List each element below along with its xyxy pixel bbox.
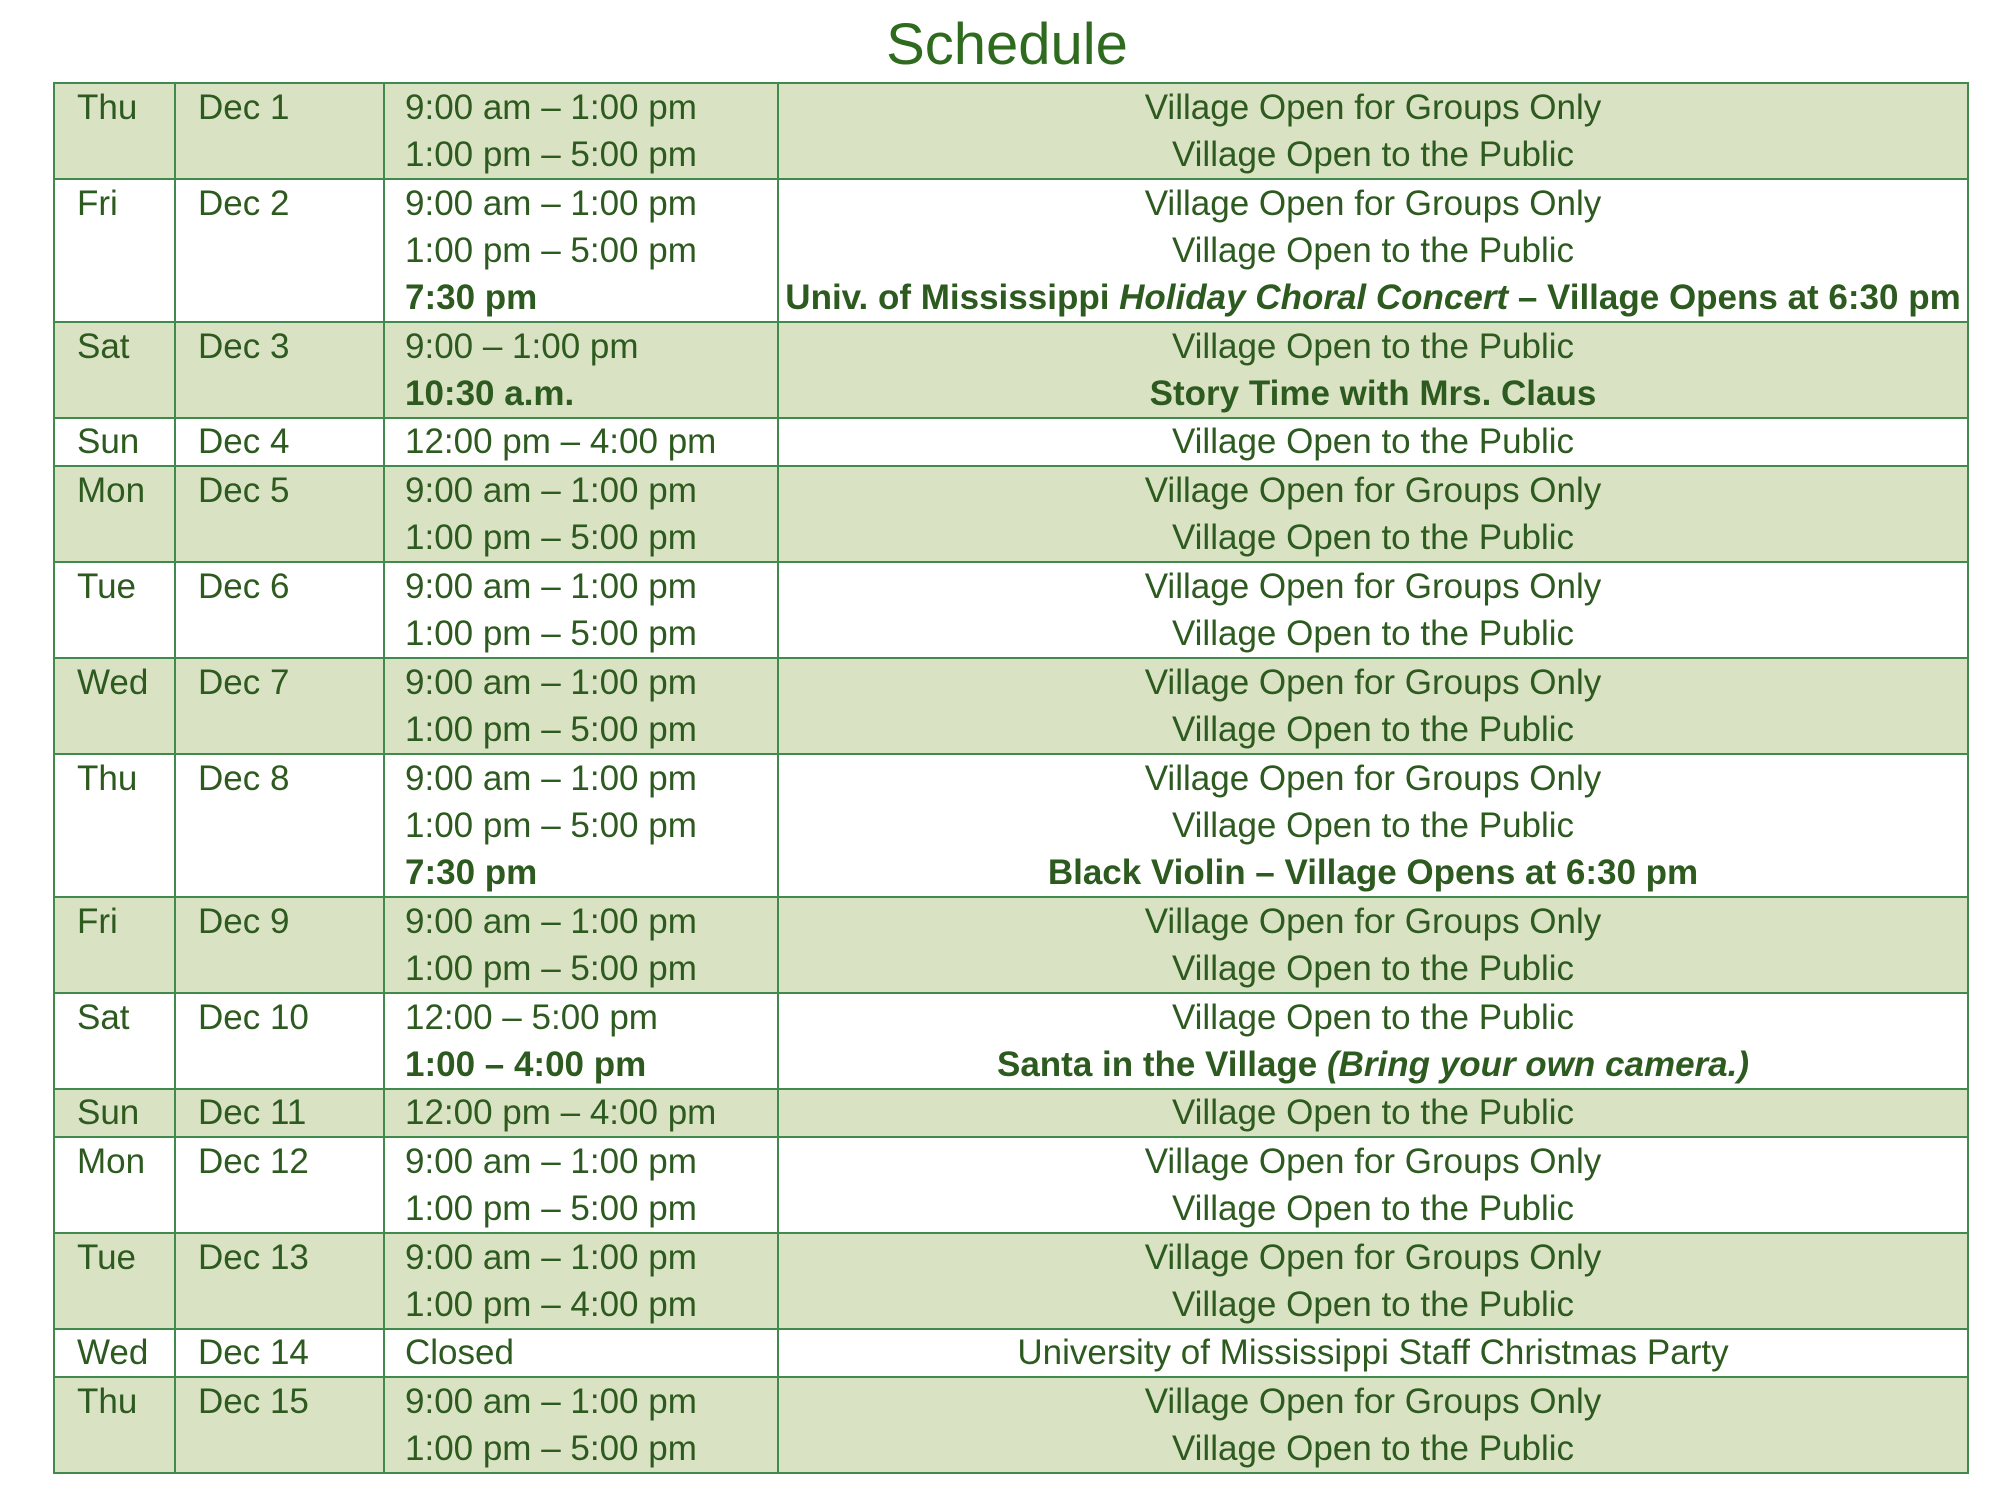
event-text: Village Open to the Public — [1171, 1429, 1575, 1468]
date-label: Dec 15 — [198, 1382, 309, 1421]
event-description — [779, 274, 1967, 321]
date-cell — [175, 658, 384, 754]
event-text: Village Open for Groups Only — [1144, 184, 1602, 223]
event-text: Santa in the Village — [996, 1045, 1327, 1084]
event-cell — [778, 418, 1968, 466]
time-range: 9:00 am – 1:00 pm — [405, 663, 697, 702]
day-label: Fri — [77, 902, 118, 941]
schedule-row — [54, 562, 1968, 658]
event-cell — [778, 83, 1968, 179]
date-cell — [175, 1137, 384, 1233]
time-cell — [384, 1377, 778, 1473]
event-cell — [778, 562, 1968, 658]
day-label: Fri — [77, 184, 118, 223]
event-cell — [778, 1233, 1968, 1329]
day-cell — [54, 1233, 175, 1329]
day-label: Tue — [77, 567, 137, 606]
event-cell — [778, 1329, 1968, 1377]
time-range: 10:30 a.m. — [405, 374, 575, 413]
day-label: Mon — [77, 1142, 146, 1181]
day-label: Wed — [77, 1333, 149, 1372]
schedule-row — [54, 754, 1968, 897]
event-description — [779, 706, 1967, 753]
event-text: Village Open to the Public — [1171, 135, 1575, 174]
time-cell — [384, 1089, 778, 1137]
event-description — [779, 1090, 1967, 1136]
page-title: Schedule — [886, 12, 1128, 77]
day-cell — [54, 179, 175, 322]
event-text: Village Open to the Public — [1171, 422, 1575, 461]
date-label: Dec 3 — [198, 327, 290, 366]
day-cell — [54, 1329, 175, 1377]
schedule-row — [54, 322, 1968, 418]
date-cell — [175, 466, 384, 562]
time-range: 1:00 pm – 5:00 pm — [405, 710, 697, 749]
time-range: 12:00 pm – 4:00 pm — [405, 422, 717, 461]
time-cell — [384, 466, 778, 562]
date-cell — [175, 1233, 384, 1329]
event-cell — [778, 179, 1968, 322]
date-label: Dec 13 — [198, 1238, 309, 1277]
day-cell — [54, 322, 175, 418]
event-text-italic: (Bring your own camera.) — [1326, 1045, 1750, 1084]
date-cell — [175, 1089, 384, 1137]
event-description — [779, 227, 1967, 274]
time-cell — [384, 993, 778, 1089]
event-text: Village Open to the Public — [1171, 949, 1575, 988]
time-range: 1:00 pm – 5:00 pm — [405, 614, 697, 653]
time-range: 12:00 pm – 4:00 pm — [405, 1093, 717, 1132]
day-label: Tue — [77, 1238, 137, 1277]
time-range: 9:00 am – 1:00 pm — [405, 759, 697, 798]
day-label: Sat — [77, 998, 130, 1037]
day-cell — [54, 1089, 175, 1137]
date-cell — [175, 418, 384, 466]
event-description — [779, 898, 1967, 945]
time-cell — [384, 83, 778, 179]
time-range: 1:00 pm – 5:00 pm — [405, 135, 697, 174]
time-range: 9:00 am – 1:00 pm — [405, 88, 697, 127]
event-description — [779, 1281, 1967, 1328]
time-range: 7:30 pm — [405, 278, 538, 317]
time-cell — [384, 322, 778, 418]
day-label: Thu — [77, 1382, 138, 1421]
time-range: 1:00 – 4:00 pm — [405, 1045, 647, 1084]
day-label: Thu — [77, 759, 138, 798]
date-cell — [175, 83, 384, 179]
schedule-row — [54, 1089, 1968, 1137]
day-cell — [54, 897, 175, 993]
event-text: Univ. of Mississippi — [785, 278, 1120, 317]
day-label: Sat — [77, 327, 130, 366]
event-description — [779, 849, 1967, 896]
event-description — [779, 467, 1967, 514]
date-label: Dec 9 — [198, 902, 290, 941]
time-range: 1:00 pm – 5:00 pm — [405, 949, 697, 988]
event-description — [779, 180, 1967, 227]
event-cell — [778, 1137, 1968, 1233]
event-description — [779, 323, 1967, 370]
event-description — [779, 131, 1967, 178]
day-cell — [54, 658, 175, 754]
event-text: Village Open for Groups Only — [1144, 88, 1602, 127]
schedule-row — [54, 83, 1968, 179]
schedule-row — [54, 1377, 1968, 1473]
event-text: – Village Opens at 6:30 pm — [1508, 278, 1961, 317]
event-description — [779, 1185, 1967, 1232]
event-description — [779, 1378, 1967, 1425]
event-description — [779, 1041, 1967, 1088]
date-label: Dec 10 — [198, 998, 309, 1037]
event-description — [779, 1425, 1967, 1472]
time-range: Closed — [405, 1333, 514, 1372]
time-range: 1:00 pm – 5:00 pm — [405, 231, 697, 270]
day-label: Mon — [77, 471, 146, 510]
time-range: 1:00 pm – 5:00 pm — [405, 1429, 697, 1468]
day-cell — [54, 466, 175, 562]
event-text: Village Open to the Public — [1171, 614, 1575, 653]
day-cell — [54, 1377, 175, 1473]
time-cell — [384, 658, 778, 754]
event-cell — [778, 1377, 1968, 1473]
date-label: Dec 14 — [198, 1333, 309, 1372]
event-text: Village Open for Groups Only — [1144, 1238, 1602, 1277]
event-description — [779, 994, 1967, 1041]
event-text: Village Open for Groups Only — [1144, 567, 1602, 606]
date-label: Dec 12 — [198, 1142, 309, 1181]
day-label: Thu — [77, 88, 138, 127]
event-description — [779, 84, 1967, 131]
event-description — [779, 563, 1967, 610]
time-range: 9:00 am – 1:00 pm — [405, 184, 697, 223]
event-description — [779, 419, 1967, 465]
day-label: Sun — [77, 422, 140, 461]
schedule-row — [54, 418, 1968, 466]
schedule-row — [54, 658, 1968, 754]
schedule-row — [54, 1233, 1968, 1329]
schedule-row — [54, 897, 1968, 993]
date-cell — [175, 897, 384, 993]
date-label: Dec 8 — [198, 759, 290, 798]
date-label: Dec 5 — [198, 471, 290, 510]
day-cell — [54, 754, 175, 897]
date-cell — [175, 1377, 384, 1473]
date-cell — [175, 754, 384, 897]
date-label: Dec 4 — [198, 422, 290, 461]
time-range: 1:00 pm – 5:00 pm — [405, 1189, 697, 1228]
schedule-row — [54, 1137, 1968, 1233]
day-label: Sun — [77, 1093, 140, 1132]
day-cell — [54, 1137, 175, 1233]
time-range: 9:00 am – 1:00 pm — [405, 567, 697, 606]
event-text: Village Open to the Public — [1171, 231, 1575, 270]
time-range: 9:00 – 1:00 pm — [405, 327, 639, 366]
event-description — [779, 1330, 1967, 1376]
event-cell — [778, 897, 1968, 993]
event-cell — [778, 993, 1968, 1089]
event-text: Village Open to the Public — [1171, 710, 1575, 749]
date-cell — [175, 179, 384, 322]
day-cell — [54, 993, 175, 1089]
date-label: Dec 2 — [198, 184, 290, 223]
time-cell — [384, 418, 778, 466]
schedule-table — [53, 82, 1969, 1474]
event-text: Black Violin – Village Opens at 6:30 pm — [1047, 853, 1699, 892]
time-range: 1:00 pm – 5:00 pm — [405, 806, 697, 845]
event-cell — [778, 754, 1968, 897]
time-cell — [384, 1137, 778, 1233]
date-label: Dec 11 — [198, 1093, 307, 1132]
event-cell — [778, 322, 1968, 418]
event-text: Village Open to the Public — [1171, 998, 1575, 1037]
time-range: 12:00 – 5:00 pm — [405, 998, 658, 1037]
time-cell — [384, 562, 778, 658]
event-text: Village Open for Groups Only — [1144, 1382, 1602, 1421]
time-range: 1:00 pm – 4:00 pm — [405, 1285, 697, 1324]
event-text: Village Open to the Public — [1171, 806, 1575, 845]
day-label: Wed — [77, 663, 149, 702]
time-cell — [384, 179, 778, 322]
time-cell — [384, 754, 778, 897]
time-cell — [384, 1329, 778, 1377]
time-range: 9:00 am – 1:00 pm — [405, 1142, 697, 1181]
event-text: Village Open for Groups Only — [1144, 1142, 1602, 1181]
event-description — [779, 1234, 1967, 1281]
schedule-row — [54, 179, 1968, 322]
time-cell — [384, 897, 778, 993]
event-text: Village Open for Groups Only — [1144, 759, 1602, 798]
date-label: Dec 1 — [198, 88, 290, 127]
event-cell — [778, 1089, 1968, 1137]
date-label: Dec 7 — [198, 663, 290, 702]
time-cell — [384, 1233, 778, 1329]
event-description — [779, 370, 1967, 417]
date-cell — [175, 562, 384, 658]
event-text: Village Open for Groups Only — [1144, 902, 1602, 941]
schedule-body — [54, 83, 1968, 1473]
event-text: Village Open to the Public — [1171, 518, 1575, 557]
event-text: University of Mississippi Staff Christmas Party — [1017, 1333, 1729, 1372]
event-description — [779, 514, 1967, 561]
date-cell — [175, 1329, 384, 1377]
event-cell — [778, 466, 1968, 562]
schedule-row — [54, 993, 1968, 1089]
event-description — [779, 610, 1967, 657]
time-range: 9:00 am – 1:00 pm — [405, 902, 697, 941]
event-text-italic: Holiday Choral Concert — [1119, 278, 1509, 317]
event-description — [779, 1138, 1967, 1185]
event-description — [779, 945, 1967, 992]
event-description — [779, 659, 1967, 706]
schedule-row — [54, 1329, 1968, 1377]
event-text: Village Open to the Public — [1171, 1093, 1575, 1132]
schedule-row — [54, 466, 1968, 562]
time-range: 9:00 am – 1:00 pm — [405, 471, 697, 510]
time-range: 9:00 am – 1:00 pm — [405, 1238, 697, 1277]
date-label: Dec 6 — [198, 567, 290, 606]
date-cell — [175, 993, 384, 1089]
day-cell — [54, 562, 175, 658]
event-cell — [778, 658, 1968, 754]
time-range: 7:30 pm — [405, 853, 538, 892]
event-description — [779, 755, 1967, 802]
event-text: Village Open to the Public — [1171, 1189, 1575, 1228]
event-text: Story Time with Mrs. Claus — [1149, 374, 1597, 413]
day-cell — [54, 418, 175, 466]
day-cell — [54, 83, 175, 179]
time-range: 1:00 pm – 5:00 pm — [405, 518, 697, 557]
event-description — [779, 802, 1967, 849]
time-range: 9:00 am – 1:00 pm — [405, 1382, 697, 1421]
event-text: Village Open to the Public — [1171, 1285, 1575, 1324]
event-text: Village Open for Groups Only — [1144, 471, 1602, 510]
event-text: Village Open for Groups Only — [1144, 663, 1602, 702]
event-text: Village Open to the Public — [1171, 327, 1575, 366]
date-cell — [175, 322, 384, 418]
